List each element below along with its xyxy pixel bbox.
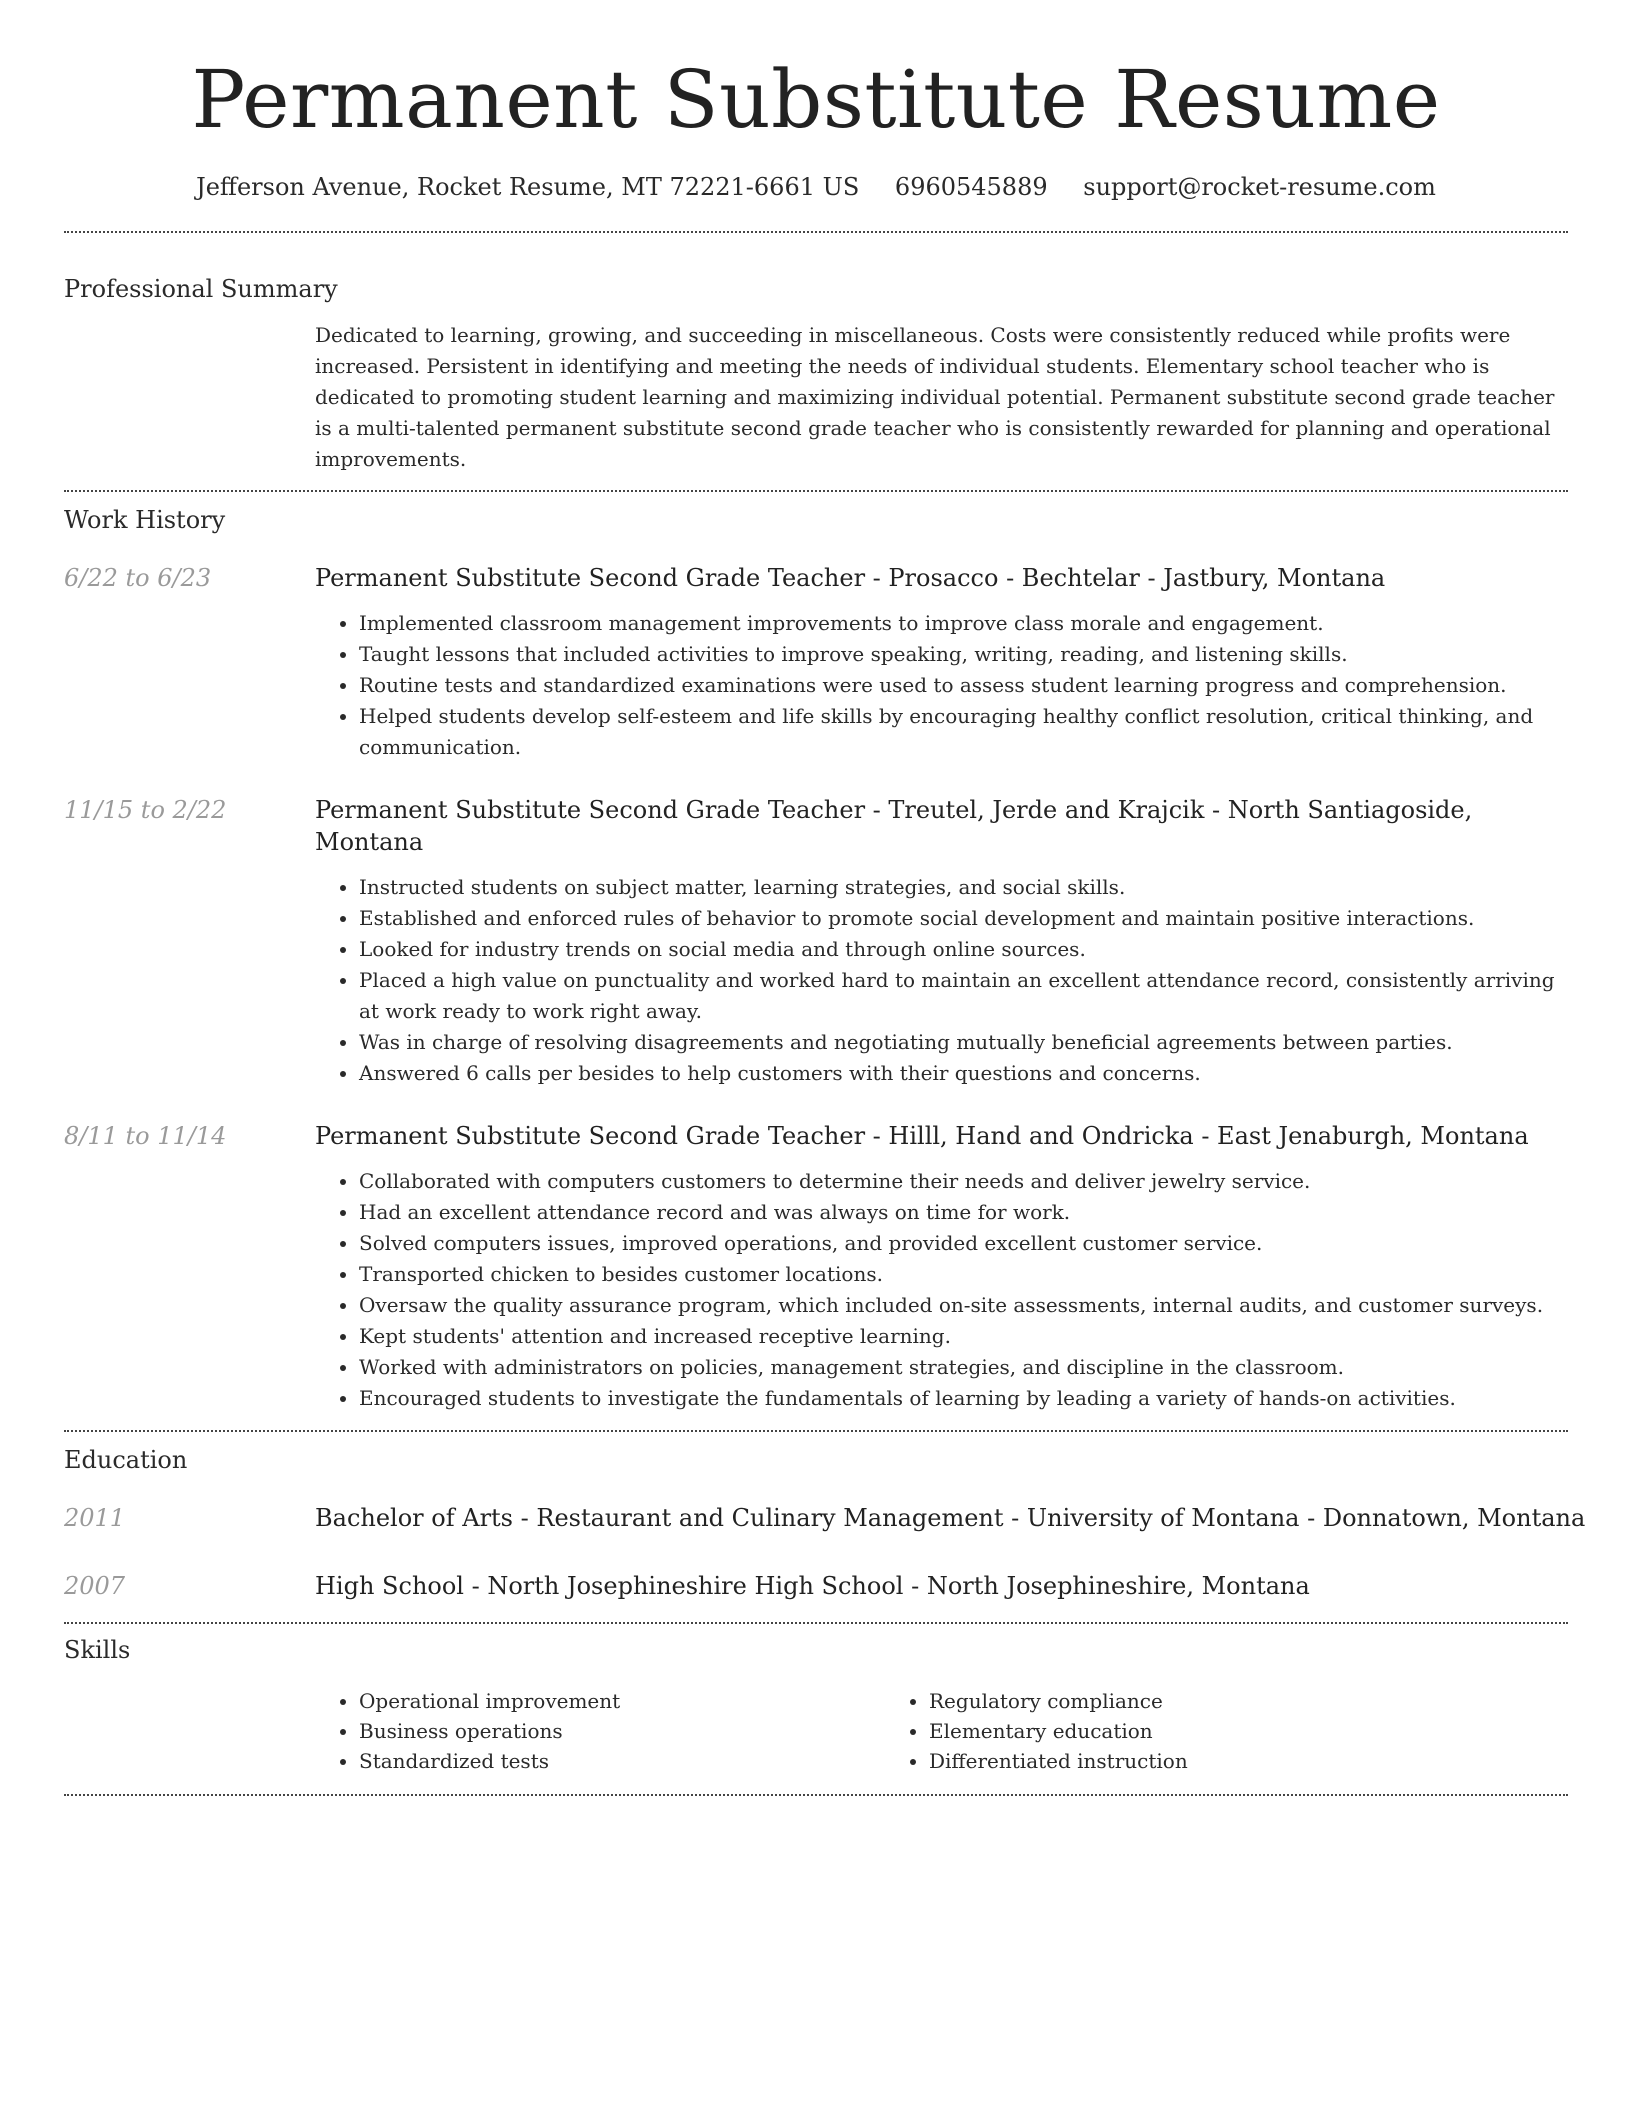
list-item: • Transported chicken to besides customer locations. [359, 1259, 1568, 1290]
list-item: • Looked for industry trends on social media and through online sources. [359, 934, 1568, 965]
job-title: Permanent Substitute Second Grade Teacher - Hilll, Hand and Ondricka - East Jenaburgh, Montana [315, 1122, 1529, 1150]
contact-address: Jefferson Avenue, Rocket Resume, MT 72221-6661 US [196, 173, 860, 201]
list-item: • Elementary education [929, 1716, 1455, 1746]
list-item: • Answered 6 calls per besides to help customers with their questions and concerns. [359, 1058, 1568, 1089]
education-year: 2011 [64, 1504, 126, 1532]
list-item: • Established and enforced rules of behavior to promote social development and maintain positive interactions. [359, 903, 1568, 934]
list-item: • Solved computers issues, improved operations, and provided excellent customer service. [359, 1228, 1568, 1259]
list-item: • Regulatory compliance [929, 1686, 1455, 1716]
list-item: • Collaborated with computers customers to determine their needs and deliver jewelry service. [359, 1166, 1568, 1197]
section-heading-work-history: Work History [64, 506, 226, 534]
education-degree: High School - North Josephineshire High School - North Josephineshire, Montana [315, 1572, 1310, 1600]
education-degree: Bachelor of Arts - Restaurant and Culinary Management - University of Montana - Donnatown, Montana [315, 1504, 1586, 1532]
skills-columns [315, 1686, 1568, 1776]
resume-title: Permanent Substitute Resume [191, 53, 1441, 146]
job-dates: 8/11 to 11/14 [64, 1122, 227, 1150]
summary-text: Dedicated to learning, growing, and succeeding in miscellaneous. Costs were consistently reduced while profits were increased. Persistent in identifying and meeting the needs of individual students. Elementary school teacher who is dedicated to promoting student learning and maximizing individual potential. Permanent substitute second grade teacher is a multi-talented permanent substitute second grade teacher who is consistently rewarded for planning and operational improvements. [315, 323, 1555, 471]
list-item: • Encouraged students to investigate the fundamentals of learning by leading a variety of hands-on activities. [359, 1383, 1568, 1414]
divider [64, 1430, 1568, 1432]
skills-section [64, 1634, 1568, 1776]
job-duties [315, 1166, 1568, 1414]
education-entry [64, 1502, 1586, 1534]
list-item: • Taught lessons that included activities to improve speaking, writing, reading, and listening skills. [359, 639, 1568, 670]
list-item: • Differentiated instruction [929, 1746, 1455, 1776]
list-item: • Instructed students on subject matter, learning strategies, and social skills. [359, 872, 1568, 903]
list-item: • Operational improvement [359, 1686, 885, 1716]
skills-list-right [885, 1686, 1455, 1776]
list-item: • Routine tests and standardized examinations were used to assess student learning progress and comprehension. [359, 670, 1568, 701]
job-title: Permanent Substitute Second Grade Teacher - Treutel, Jerde and Krajcik - North Santiagoside, Montana [315, 796, 1473, 856]
section-heading-skills: Skills [64, 1636, 131, 1664]
education-section [64, 1444, 1586, 1602]
work-history-section [64, 504, 1568, 1414]
list-item: • Was in charge of resolving disagreements and negotiating mutually beneficial agreements between parties. [359, 1027, 1568, 1058]
divider [64, 1794, 1568, 1796]
list-item: • Oversaw the quality assurance program, which included on-site assessments, internal audits, and customer surveys. [359, 1290, 1568, 1321]
job-entry [64, 1120, 1568, 1414]
job-dates: 6/22 to 6/23 [64, 564, 212, 592]
section-heading-summary: Professional Summary [64, 275, 338, 303]
list-item: • Worked with administrators on policies, management strategies, and discipline in the classroom. [359, 1352, 1568, 1383]
contact-phone: 6960545889 [894, 173, 1048, 201]
education-year: 2007 [64, 1572, 126, 1600]
list-item: • Kept students' attention and increased receptive learning. [359, 1321, 1568, 1352]
job-entry [64, 562, 1568, 763]
list-item: • Placed a high value on punctuality and worked hard to maintain an excellent attendance record, consistently arriving at work ready to work right away. [359, 965, 1568, 1027]
summary-section [64, 273, 1568, 475]
education-entry [64, 1570, 1568, 1602]
divider [64, 490, 1568, 492]
job-duties [315, 608, 1568, 763]
list-item: • Helped students develop self-esteem and life skills by encouraging healthy conflict resolution, critical thinking, and communication. [359, 701, 1568, 763]
divider [64, 231, 1568, 233]
contact-email: support@rocket-resume.com [1083, 173, 1436, 201]
skills-list-left [315, 1686, 885, 1776]
resume-page [64, 0, 1586, 1796]
list-item: • Had an excellent attendance record and was always on time for work. [359, 1197, 1568, 1228]
job-duties [315, 872, 1568, 1089]
contact-line [64, 170, 1568, 204]
job-entry [64, 794, 1568, 1089]
divider [64, 1622, 1568, 1624]
job-dates: 11/15 to 2/22 [64, 796, 227, 824]
section-heading-education: Education [64, 1446, 188, 1474]
list-item: • Implemented classroom management improvements to improve class morale and engagement. [359, 608, 1568, 639]
list-item: • Business operations [359, 1716, 885, 1746]
list-item: • Standardized tests [359, 1746, 885, 1776]
job-title: Permanent Substitute Second Grade Teacher - Prosacco - Bechtelar - Jastbury, Montana [315, 564, 1386, 592]
